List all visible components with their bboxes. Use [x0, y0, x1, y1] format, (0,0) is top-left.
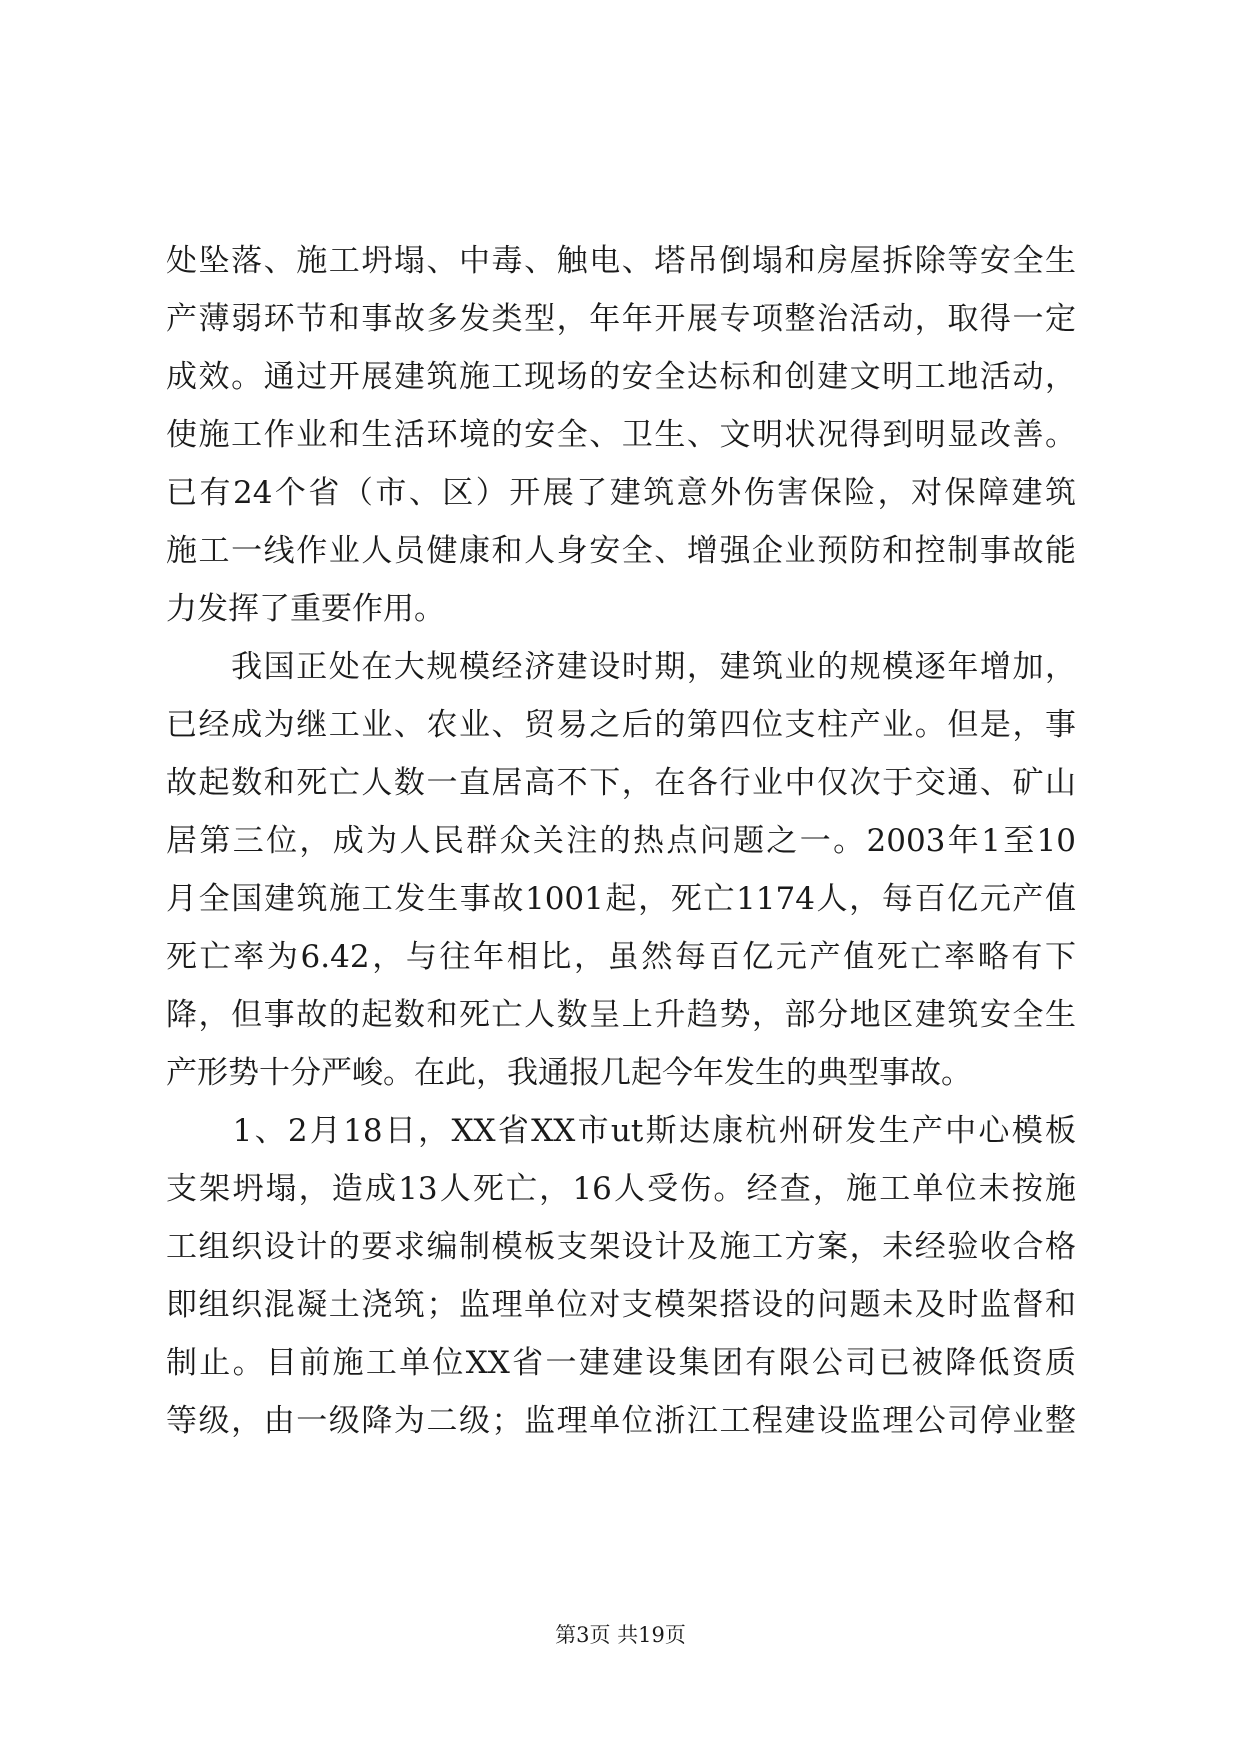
text-line: 即组织混凝土浇筑；监理单位对支模架搭设的问题未及时监督和 [166, 1287, 1076, 1323]
text-line: 1、2月18日，XX省XX市ut斯达康杭州研发生产中心模板 [166, 1113, 1076, 1149]
text-line: 降，但事故的起数和死亡人数呈上升趋势，部分地区建筑安全生 [166, 997, 1076, 1033]
page-footer [0, 1620, 1241, 1650]
text-line: 工组织设计的要求编制模板支架设计及施工方案，未经验收合格 [166, 1229, 1076, 1265]
text-line: 产薄弱环节和事故多发类型，年年开展专项整治活动，取得一定 [166, 301, 1076, 337]
text-line: 故起数和死亡人数一直居高不下，在各行业中仅次于交通、矿山 [166, 765, 1076, 801]
text-line: 等级，由一级降为二级；监理单位浙江工程建设监理公司停业整 [166, 1403, 1076, 1439]
text-line: 月全国建筑施工发生事故1001起，死亡1174人，每百亿元产值 [166, 881, 1076, 917]
text-line: 已经成为继工业、农业、贸易之后的第四位支柱产业。但是，事 [166, 707, 1076, 743]
text-line: 使施工作业和生活环境的安全、卫生、文明状况得到明显改善。 [166, 417, 1076, 453]
text-line: 产形势十分严峻。在此，我通报几起今年发生的典型事故。 [166, 1055, 972, 1091]
text-line: 处坠落、施工坍塌、中毒、触电、塔吊倒塌和房屋拆除等安全生 [166, 243, 1076, 279]
text-line: 成效。通过开展建筑施工现场的安全达标和创建文明工地活动， [166, 359, 1076, 395]
text-line: 制止。目前施工单位XX省一建建设集团有限公司已被降低资质 [166, 1345, 1076, 1381]
page-number: 第3页 共19页 [555, 1623, 686, 1647]
text-line: 已有24个省（市、区）开展了建筑意外伤害保险，对保障建筑 [166, 475, 1076, 511]
text-line: 力发挥了重要作用。 [166, 591, 445, 627]
text-line: 死亡率为6.42，与往年相比，虽然每百亿元产值死亡率略有下 [166, 939, 1076, 975]
text-line: 施工一线作业人员健康和人身安全、增强企业预防和控制事故能 [166, 533, 1076, 569]
text-line: 支架坍塌，造成13人死亡，16人受伤。经查，施工单位未按施 [166, 1171, 1076, 1207]
body-text [166, 232, 1076, 1450]
text-line: 居第三位，成为人民群众关注的热点问题之一。2003年1至10 [166, 823, 1076, 859]
text-line: 我国正处在大规模经济建设时期，建筑业的规模逐年增加， [166, 649, 1076, 685]
